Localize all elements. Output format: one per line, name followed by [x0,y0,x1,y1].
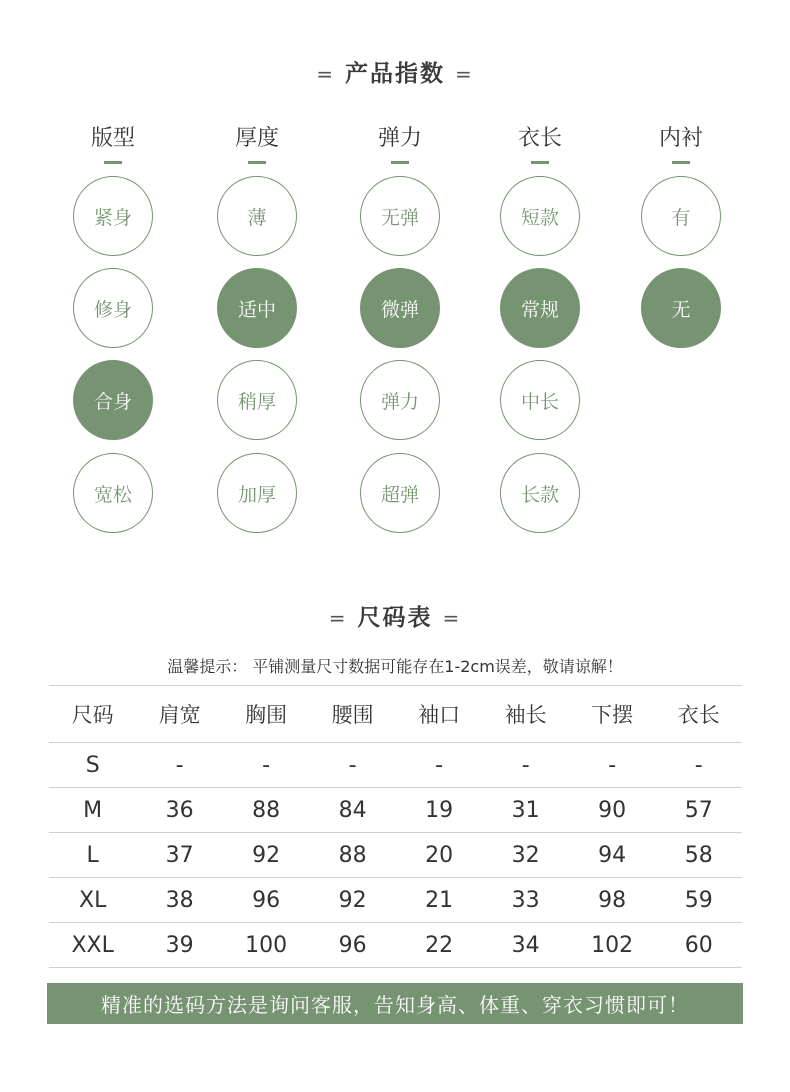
index-column-label: 版型 [90,126,135,151]
index-option: 加厚 [217,453,297,533]
size-chart-title-text: 尺码表 [357,605,433,631]
size-label-cell: XXL [49,923,136,968]
product-index-title [0,55,790,88]
index-option-selected: 适中 [217,268,297,348]
measurement-cell: 88 [223,788,310,833]
index-column-label: 衣长 [517,126,562,151]
measurement-cell: - [309,743,396,788]
table-row [49,788,742,833]
measurement-cell: 100 [223,923,310,968]
measurement-cell: 98 [569,878,656,923]
measurement-cell: 94 [569,833,656,878]
size-table-header-cell: 胸围 [223,686,310,743]
measurement-cell: - [569,743,656,788]
index-column-label: 内衬 [658,126,703,151]
product-index-title-text: 产品指数 [345,61,445,87]
measurement-cell: 20 [396,833,483,878]
index-option: 中长 [500,360,580,440]
index-option-selected: 合身 [73,360,153,440]
measurement-cell: 96 [309,923,396,968]
measurement-cell: 21 [396,878,483,923]
sizing-advice-banner: 精准的选码方法是询问客服，告知身高、体重、穿衣习惯即可！ [47,983,743,1024]
table-row [49,923,742,968]
measurement-cell: 38 [136,878,223,923]
size-label-cell: XL [49,878,136,923]
heading-underline [672,161,690,164]
index-option: 薄 [217,176,297,256]
measurement-cell: 102 [569,923,656,968]
measurement-cell: 19 [396,788,483,833]
index-option-selected: 常规 [500,268,580,348]
size-label-cell: M [49,788,136,833]
measurement-tip: 温馨提示： 平铺测量尺寸数据可能存在1-2cm误差，敬请谅解！ [167,657,623,676]
heading-underline [531,161,549,164]
measurement-cell: 58 [655,833,742,878]
index-option: 长款 [500,453,580,533]
measurement-cell: 36 [136,788,223,833]
index-column-label: 弹力 [377,126,422,151]
measurement-cell: - [136,743,223,788]
measurement-cell: 84 [309,788,396,833]
size-label-cell: L [49,833,136,878]
index-option: 稍厚 [217,360,297,440]
measurement-cell: 22 [396,923,483,968]
table-row [49,833,742,878]
size-table-header-cell: 下摆 [569,686,656,743]
index-option: 宽松 [73,453,153,533]
size-table-header-cell: 袖口 [396,686,483,743]
index-option: 无弹 [360,176,440,256]
index-column-label: 厚度 [234,126,279,151]
index-column-heading [480,121,600,164]
index-option: 超弹 [360,453,440,533]
size-table-header-cell: 肩宽 [136,686,223,743]
measurement-cell: 92 [223,833,310,878]
heading-underline [248,161,266,164]
measurement-cell: - [396,743,483,788]
title-dash-left: = [316,62,335,86]
size-table-header-cell: 腰围 [309,686,396,743]
measurement-cell: 57 [655,788,742,833]
measurement-cell: - [482,743,569,788]
measurement-cell: 34 [482,923,569,968]
size-table-header-cell: 袖长 [482,686,569,743]
measurement-cell: 59 [655,878,742,923]
index-option-selected: 无 [641,268,721,348]
index-option: 有 [641,176,721,256]
measurement-cell: 37 [136,833,223,878]
index-column-heading [621,121,741,164]
size-table-header-cell: 尺码 [49,686,136,743]
measurement-cell: - [223,743,310,788]
measurement-cell: 92 [309,878,396,923]
index-column-heading [340,121,460,164]
heading-underline [391,161,409,164]
title-dash-right: = [455,62,474,86]
index-option: 紧身 [73,176,153,256]
size-table-body [49,743,742,968]
size-table-header-row [49,686,742,743]
table-row [49,878,742,923]
index-option: 短款 [500,176,580,256]
measurement-cell: 32 [482,833,569,878]
table-row [49,743,742,788]
index-option: 弹力 [360,360,440,440]
size-label-cell: S [49,743,136,788]
index-option: 修身 [73,268,153,348]
measurement-cell: 90 [569,788,656,833]
measurement-cell: 31 [482,788,569,833]
size-chart-title [0,599,790,632]
index-column-heading [197,121,317,164]
measurement-cell: - [655,743,742,788]
measurement-cell: 88 [309,833,396,878]
size-table [49,685,742,968]
measurement-cell: 39 [136,923,223,968]
title-dash-left: = [328,606,348,630]
index-option-selected: 微弹 [360,268,440,348]
index-column-heading [53,121,173,164]
title-dash-right: = [442,606,462,630]
measurement-cell: 33 [482,878,569,923]
heading-underline [104,161,122,164]
measurement-cell: 60 [655,923,742,968]
size-table-header-cell: 衣长 [655,686,742,743]
measurement-cell: 96 [223,878,310,923]
